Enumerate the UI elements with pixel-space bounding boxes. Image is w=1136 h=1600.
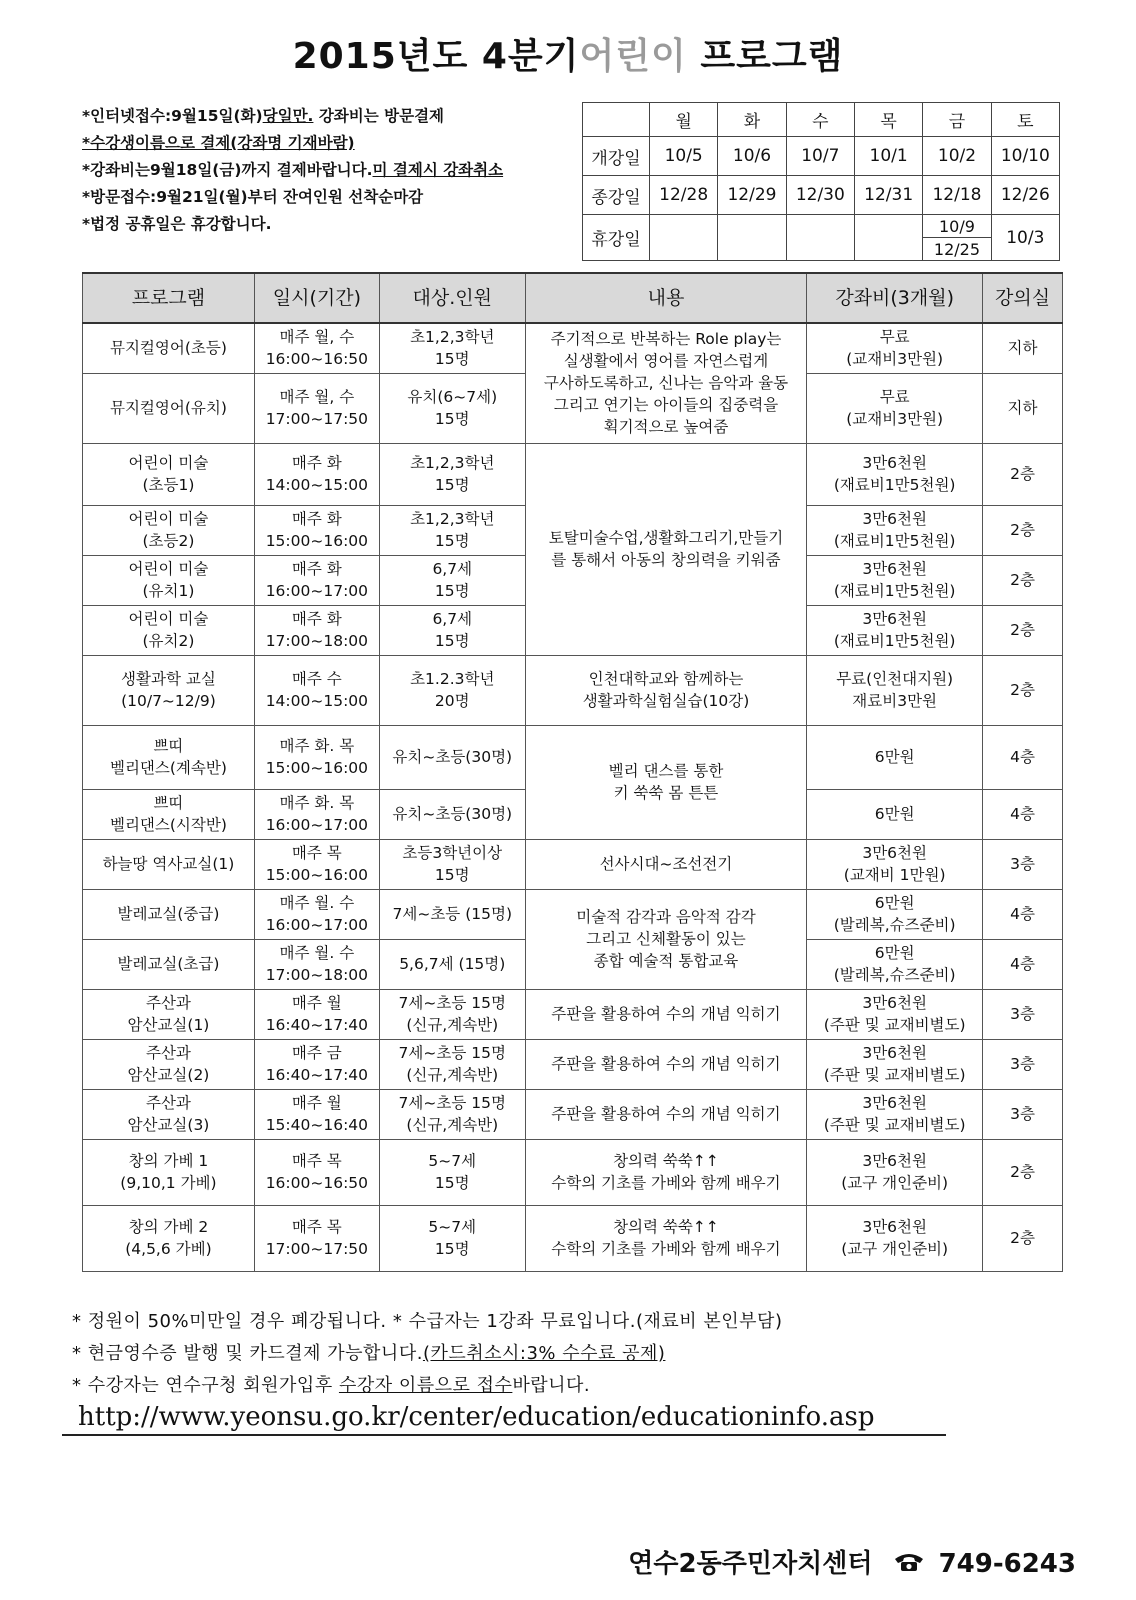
day-header: 화 [718,103,786,137]
holiday-date: 10/3 [991,215,1059,261]
center-name: 연수2동주민자치센터 [628,1549,873,1579]
program-time: 매주 월. 수 17:00~18:00 [254,939,379,989]
program-fee: 3만6천원 (재료비1만5천원) [807,605,983,655]
program-name: 어린이 미술 (초등2) [83,505,255,555]
end-date: 12/18 [923,176,991,215]
program-table-body [83,323,1063,1271]
day-header: 금 [923,103,991,137]
program-room: 4층 [983,939,1063,989]
program-room: 2층 [983,655,1063,725]
footer-line: * 정원이 50%미만일 경우 폐강됩니다. * 수급자는 1강좌 무료입니다.(재료비 본인부담) [72,1311,783,1332]
program-time: 매주 수 14:00~15:00 [254,655,379,725]
program-room: 2층 [983,605,1063,655]
program-room: 3층 [983,989,1063,1039]
end-date: 12/29 [718,176,786,215]
start-date: 10/10 [991,137,1059,176]
program-name: 주산과 암산교실(3) [83,1089,255,1139]
program-fee: 3만6천원 (재료비1만5천원) [807,505,983,555]
program-room: 2층 [983,1205,1063,1271]
table-row [83,1089,1063,1139]
program-fee: 무료(인천대지원) 재료비3만원 [807,655,983,725]
program-name: 발레교실(중급) [83,889,255,939]
program-name: 하늘땅 역사교실(1) [83,839,255,889]
column-header: 일시(기간) [254,273,379,323]
program-room: 2층 [983,555,1063,605]
program-target: 유치~초등(30명) [379,789,525,839]
start-date: 10/7 [786,137,854,176]
program-table [82,272,1063,1272]
program-content: 인천대학교와 함께하는 생활과학실험실습(10강) [525,655,807,725]
program-room: 지하 [983,373,1063,443]
start-date: 10/1 [854,137,922,176]
program-time: 매주 월, 수 17:00~17:50 [254,373,379,443]
program-target: 유치~초등(30명) [379,725,525,789]
table-row [83,889,1063,939]
program-name: 쁘띠 벨리댄스(시작반) [83,789,255,839]
program-content: 주판을 활용하여 수의 개념 익히기 [525,1089,807,1139]
program-name: 어린이 미술 (유치2) [83,605,255,655]
table-row [83,1205,1063,1271]
program-time: 매주 목 15:00~16:00 [254,839,379,889]
program-fee: 6만원 (발레복,슈즈준비) [807,939,983,989]
program-room: 2층 [983,443,1063,505]
program-target: 초1,2,3학년 15명 [379,443,525,505]
program-time: 매주 월 16:40~17:40 [254,989,379,1039]
start-date: 10/6 [718,137,786,176]
program-room: 4층 [983,789,1063,839]
notice-item: *인터넷접수:9월15일(화)당일만. 강좌비는 방문결제 [82,107,445,125]
program-time: 매주 화. 목 15:00~16:00 [254,725,379,789]
program-fee: 3만6천원 (재료비1만5천원) [807,443,983,505]
program-content: 토탈미술수업,생활화그리기,만들기 를 통해서 아동의 창의력을 키워줌 [525,443,807,655]
program-target: 7세~초등 15명 (신규,계속반) [379,1089,525,1139]
program-room: 3층 [983,1039,1063,1089]
program-content: 벨리 댄스를 통한 키 쑥쑥 몸 튼튼 [525,725,807,839]
program-time: 매주 금 16:40~17:40 [254,1039,379,1089]
table-row [83,839,1063,889]
table-row [83,1139,1063,1205]
program-header-row [83,273,1063,323]
education-info-link[interactable]: http://www.yeonsu.go.kr/center/education/educationinfo.asp [62,1402,946,1436]
program-room: 3층 [983,1089,1063,1139]
program-name: 어린이 미술 (유치1) [83,555,255,605]
program-time: 매주 화. 목 16:00~17:00 [254,789,379,839]
day-header: 토 [991,103,1059,137]
holiday-date: 10/9 [923,215,991,238]
notice-item: *법정 공휴일은 휴강합니다. [82,215,272,233]
end-date: 12/28 [650,176,718,215]
footer-line: * 현금영수증 발행 및 카드결제 가능합니다.(카드취소시:3% 수수료 공제) [72,1343,666,1364]
program-target: 초1,2,3학년 15명 [379,505,525,555]
program-fee: 3만6천원 (주판 및 교재비별도) [807,1089,983,1139]
program-time: 매주 월 15:40~16:40 [254,1089,379,1139]
end-date: 12/31 [854,176,922,215]
start-date: 10/2 [923,137,991,176]
footer-notes [72,1306,782,1402]
program-time: 매주 목 16:00~16:50 [254,1139,379,1205]
program-fee: 3만6천원 (교재비 1만원) [807,839,983,889]
program-fee: 3만6천원 (주판 및 교재비별도) [807,989,983,1039]
program-target: 6,7세 15명 [379,555,525,605]
program-target: 7세~초등 15명 (신규,계속반) [379,989,525,1039]
page-title: 2015년도 4분기어린이 프로그램 [292,36,844,77]
program-name: 주산과 암산교실(1) [83,989,255,1039]
column-header: 프로그램 [83,273,255,323]
program-content: 창의력 쑥쑥↑↑ 수학의 기초를 가베와 함께 배우기 [525,1139,807,1205]
phone-number: 749-6243 [938,1549,1076,1579]
center-signature [628,1543,1076,1580]
notice-list [82,103,572,238]
program-fee: 3만6천원 (주판 및 교재비별도) [807,1039,983,1089]
program-time: 매주 화 14:00~15:00 [254,443,379,505]
program-target: 유치(6~7세) 15명 [379,373,525,443]
table-row [83,655,1063,725]
start-date-label: 개강일 [583,137,650,176]
program-fee: 6만원 (발레복,슈즈준비) [807,889,983,939]
program-target: 초1.2.3학년 20명 [379,655,525,725]
start-date-row [583,137,1060,176]
program-fee: 6만원 [807,789,983,839]
start-date: 10/5 [650,137,718,176]
program-time: 매주 화 15:00~16:00 [254,505,379,555]
telephone-icon [892,1550,926,1580]
program-target: 5~7세 15명 [379,1205,525,1271]
program-fee: 6만원 [807,725,983,789]
program-fee: 무료 (교재비3만원) [807,373,983,443]
program-fee: 3만6천원 (교구 개인준비) [807,1205,983,1271]
program-content: 선사시대~조선전기 [525,839,807,889]
notice-item: *강좌비는9월18일(금)까지 결제바랍니다.미 결제시 강좌취소 [82,161,504,179]
program-time: 매주 화 17:00~18:00 [254,605,379,655]
program-content: 주판을 활용하여 수의 개념 익히기 [525,989,807,1039]
program-name: 쁘띠 벨리댄스(계속반) [83,725,255,789]
day-header: 월 [650,103,718,137]
program-name: 뮤지컬영어(초등) [83,323,255,373]
day-header: 수 [786,103,854,137]
program-target: 초등3학년이상 15명 [379,839,525,889]
program-room: 3층 [983,839,1063,889]
program-fee: 무료 (교재비3만원) [807,323,983,373]
table-row [83,1039,1063,1089]
program-room: 4층 [983,889,1063,939]
program-content: 창의력 쑥쑥↑↑ 수학의 기초를 가베와 함께 배우기 [525,1205,807,1271]
program-content: 주기적으로 반복하는 Role play는 실생활에서 영어를 자연스럽게 구사하도록하고, 신나는 음악과 율동 그리고 연기는 아이들의 집중력을 획기적으로 높여줌 [525,323,807,443]
column-header: 강좌비(3개월) [807,273,983,323]
program-time: 매주 월, 수 16:00~16:50 [254,323,379,373]
column-header: 대상.인원 [379,273,525,323]
program-room: 4층 [983,725,1063,789]
program-name: 주산과 암산교실(2) [83,1039,255,1089]
end-date-row [583,176,1060,215]
table-row [83,725,1063,789]
table-row [83,323,1063,373]
column-header: 내용 [525,273,807,323]
day-header: 목 [854,103,922,137]
program-fee: 3만6천원 (교구 개인준비) [807,1139,983,1205]
program-name: 생활과학 교실 (10/7~12/9) [83,655,255,725]
program-target: 초1,2,3학년 15명 [379,323,525,373]
program-time: 매주 목 17:00~17:50 [254,1205,379,1271]
program-time: 매주 월. 수 16:00~17:00 [254,889,379,939]
end-date: 12/26 [991,176,1059,215]
footer-line: * 수강자는 연수구청 회원가입후 수강자 이름으로 접수바랍니다. [72,1375,591,1396]
program-name: 발레교실(초급) [83,939,255,989]
program-fee: 3만6천원 (재료비1만5천원) [807,555,983,605]
holiday-date: 12/25 [923,238,991,261]
table-row [83,989,1063,1039]
program-target: 7세~초등 (15명) [379,889,525,939]
holiday-label: 휴강일 [583,215,650,261]
end-date-label: 종강일 [583,176,650,215]
program-target: 5~7세 15명 [379,1139,525,1205]
program-target: 6,7세 15명 [379,605,525,655]
program-room: 2층 [983,505,1063,555]
program-time: 매주 화 16:00~17:00 [254,555,379,605]
program-content: 주판을 활용하여 수의 개념 익히기 [525,1039,807,1089]
end-date: 12/30 [786,176,854,215]
program-name: 창의 가베 2 (4,5,6 가베) [83,1205,255,1271]
program-name: 창의 가베 1 (9,10,1 가베) [83,1139,255,1205]
notice-item: *수강생이름으로 결제(강좌명 기재바람) [82,134,355,152]
program-target: 5,6,7세 (15명) [379,939,525,989]
schedule-table [582,102,1060,261]
program-room: 지하 [983,323,1063,373]
program-name: 뮤지컬영어(유치) [83,373,255,443]
table-row [83,443,1063,505]
program-target: 7세~초등 15명 (신규,계속반) [379,1039,525,1089]
program-content: 미술적 감각과 음악적 감각 그리고 신체활동이 있는 종합 예술적 통합교육 [525,889,807,989]
program-name: 어린이 미술 (초등1) [83,443,255,505]
column-header: 강의실 [983,273,1063,323]
schedule-header-row [583,103,1060,137]
program-room: 2층 [983,1139,1063,1205]
notice-item: *방문접수:9월21일(월)부터 잔여인원 선착순마감 [82,188,424,206]
holiday-row [583,215,1060,238]
